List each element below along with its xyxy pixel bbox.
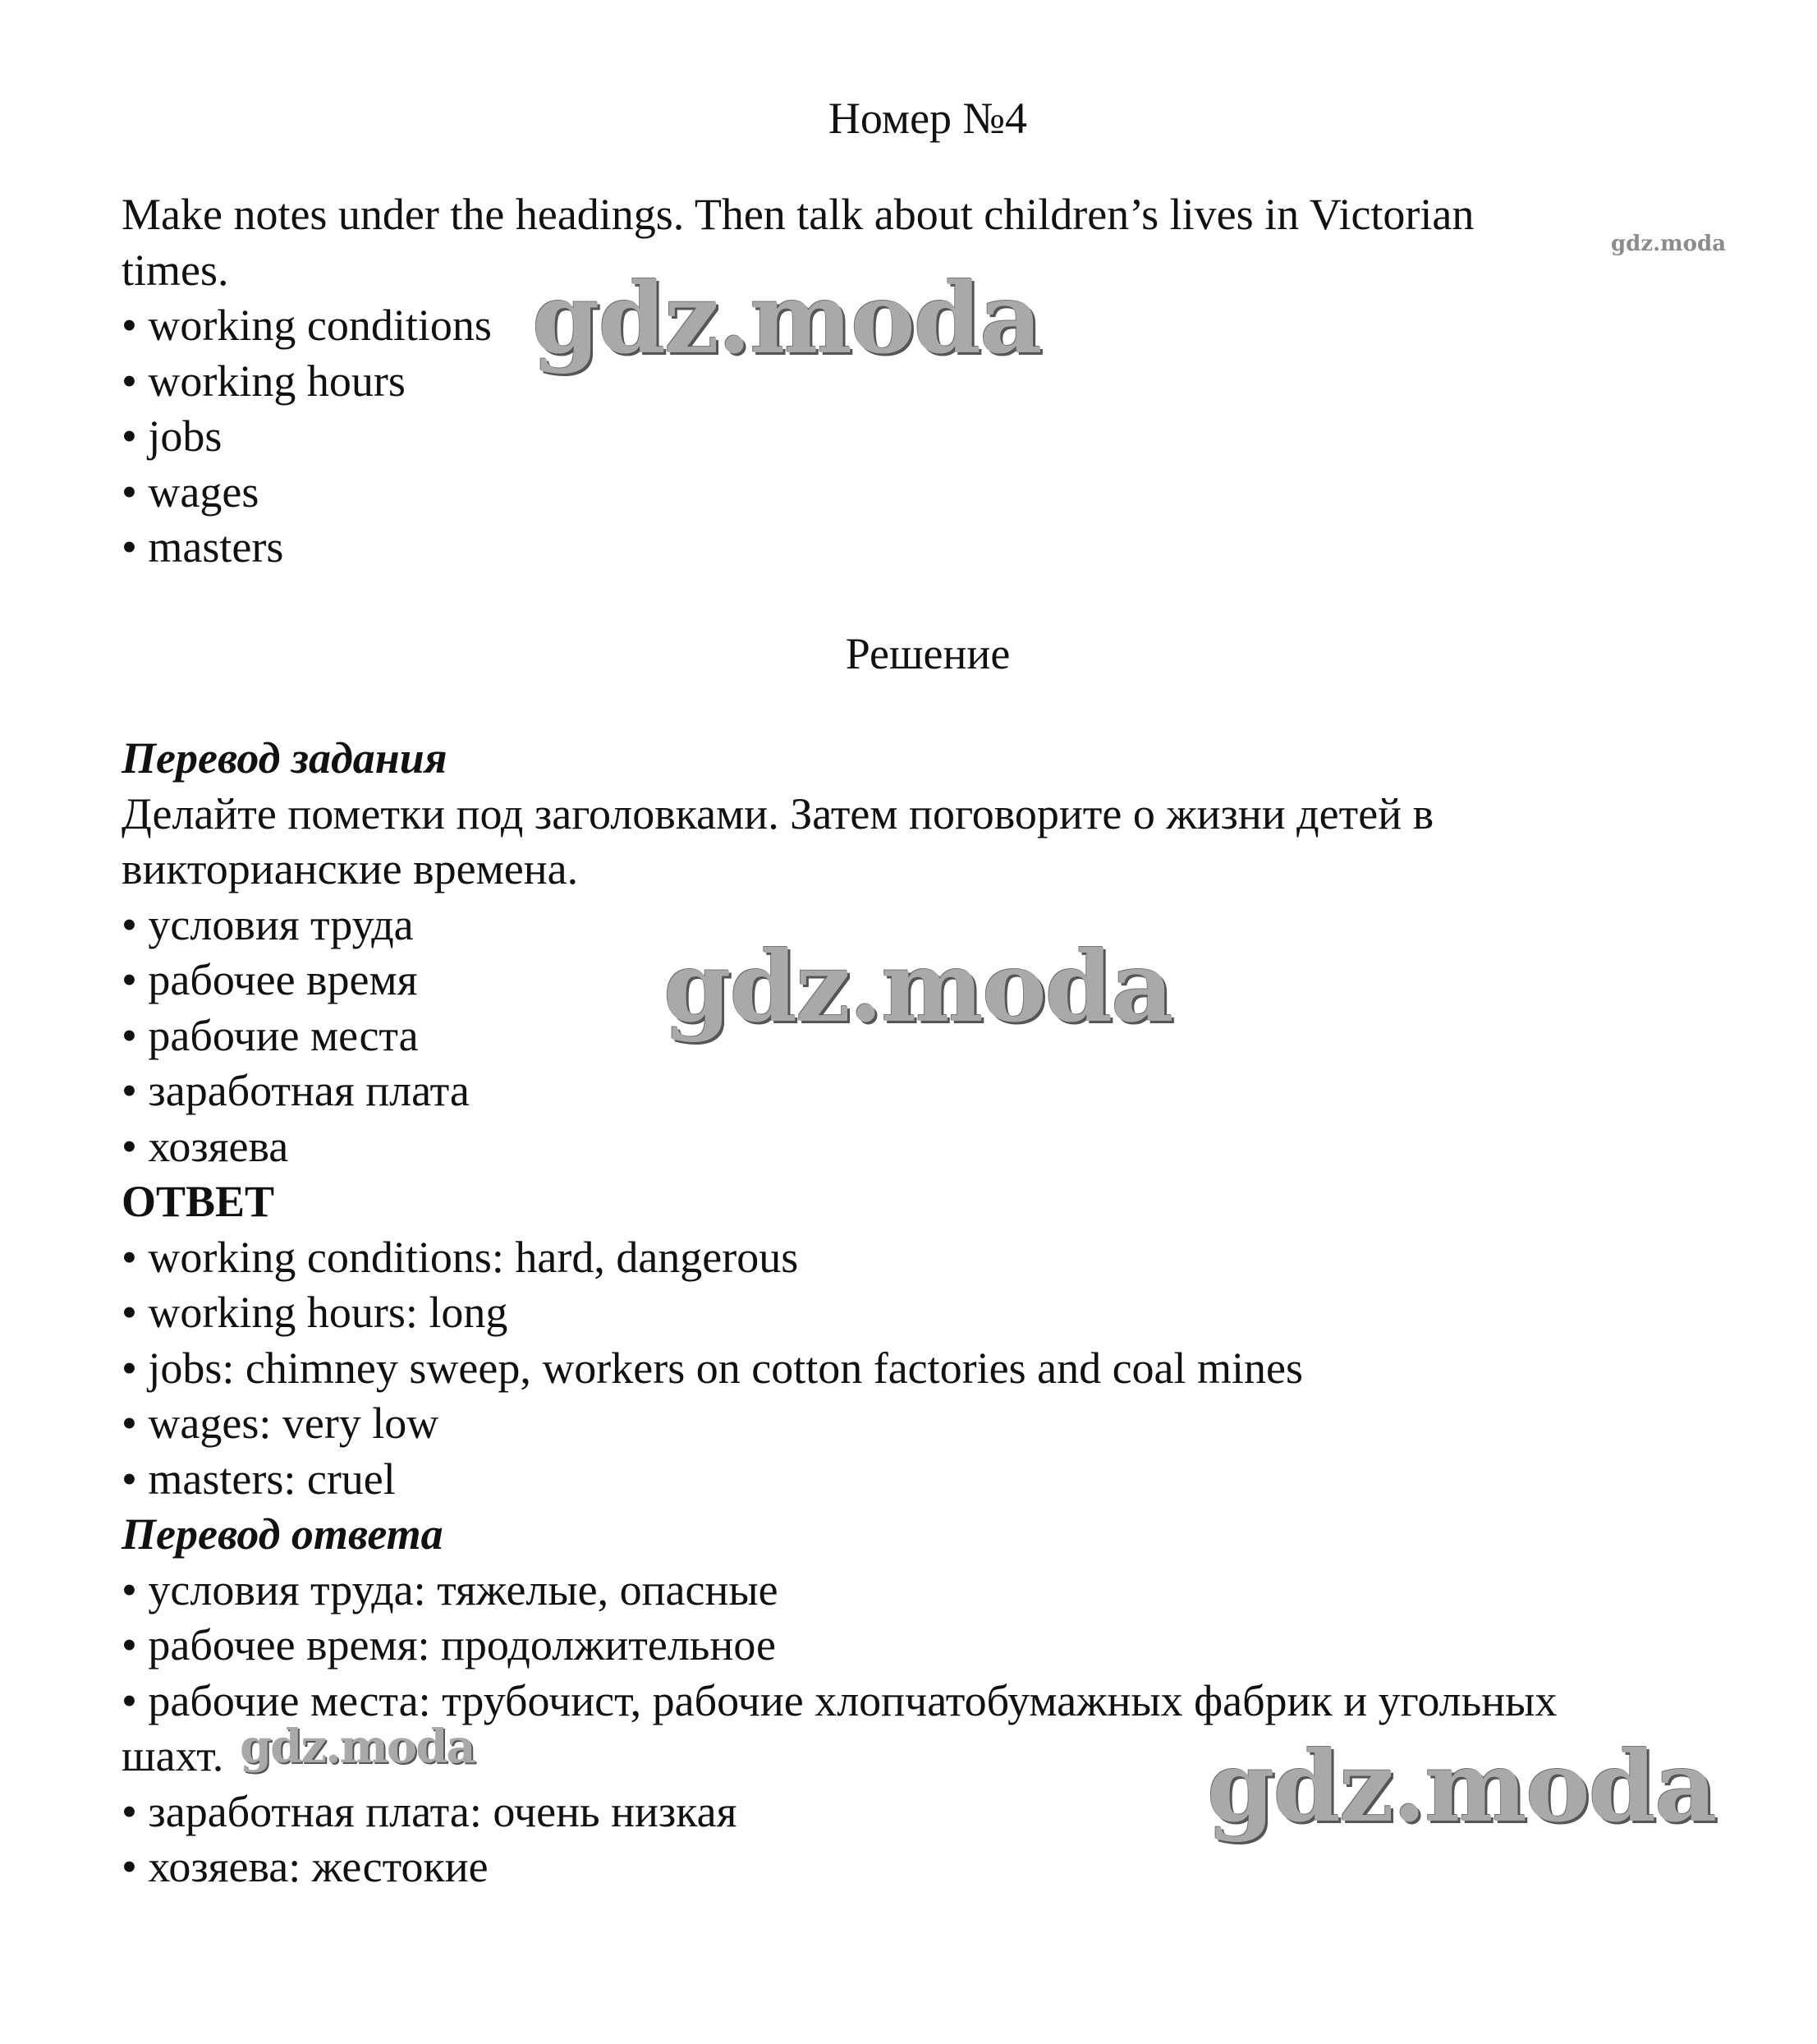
- answer-translation-bullet: • условия труда: тяжелые, опасные: [122, 1564, 778, 1615]
- answer-heading: ОТВЕТ: [122, 1177, 275, 1226]
- answer-translation-bullet: • заработная плата: очень низкая: [122, 1786, 737, 1836]
- answer-bullet: • wages: very low: [122, 1399, 439, 1448]
- translation-heading: Перевод задания: [122, 733, 447, 783]
- translation-bullet: • рабочие места: [122, 1010, 419, 1060]
- watermark-large: gdz.moda: [1207, 1729, 1716, 1844]
- translation-bullet: • заработная плата: [122, 1066, 470, 1115]
- translation-bullet: • рабочее время: [122, 955, 418, 1004]
- translation-text-line: викторианские времена.: [122, 844, 579, 893]
- answer-bullet: • jobs: chimney sweep, workers on cotton factories and coal mines: [122, 1343, 1304, 1393]
- watermark-large: gdz.moda: [532, 261, 1041, 375]
- solution-title: Решение: [845, 629, 1011, 678]
- answer-bullet: • masters: cruel: [122, 1454, 396, 1504]
- translation-bullet: • условия труда: [122, 899, 414, 949]
- translation-bullet: • хозяева: [122, 1121, 289, 1171]
- task-bullet: • masters: [122, 522, 284, 572]
- answer-translation-heading: Перевод ответа: [122, 1509, 443, 1559]
- watermark-large: gdz.moda: [663, 930, 1172, 1044]
- answer-translation-bullet: • рабочие места: трубочист, рабочие хлопчатобумажных фабрик и угольных: [122, 1675, 1558, 1725]
- watermark-medium: gdz.moda: [240, 1720, 475, 1774]
- task-bullet: • wages: [122, 466, 259, 517]
- task-bullet: • jobs: [122, 411, 223, 461]
- task-bullet: • working conditions: [122, 301, 492, 350]
- task-text-line: times.: [122, 245, 229, 295]
- answer-translation-bullet: • хозяева: жестокие: [122, 1842, 489, 1891]
- task-block: [122, 187, 1747, 576]
- answer-translation-bullet: шахт.: [122, 1731, 224, 1780]
- task-text-line: Make notes under the headings. Then talk about children’s lives in Victorian: [122, 190, 1475, 239]
- watermark-small: gdz.moda: [1611, 232, 1727, 256]
- task-bullet: • working hours: [122, 356, 406, 406]
- page-title: Номер №4: [828, 94, 1028, 143]
- answer-bullet: • working hours: long: [122, 1288, 508, 1337]
- translation-text-line: Делайте пометки под заголовками. Затем поговорите о жизни детей в: [122, 788, 1434, 838]
- answer-bullet: • working conditions: hard, dangerous: [122, 1232, 799, 1282]
- answer-translation-bullet: • рабочее время: продолжительное: [122, 1620, 776, 1670]
